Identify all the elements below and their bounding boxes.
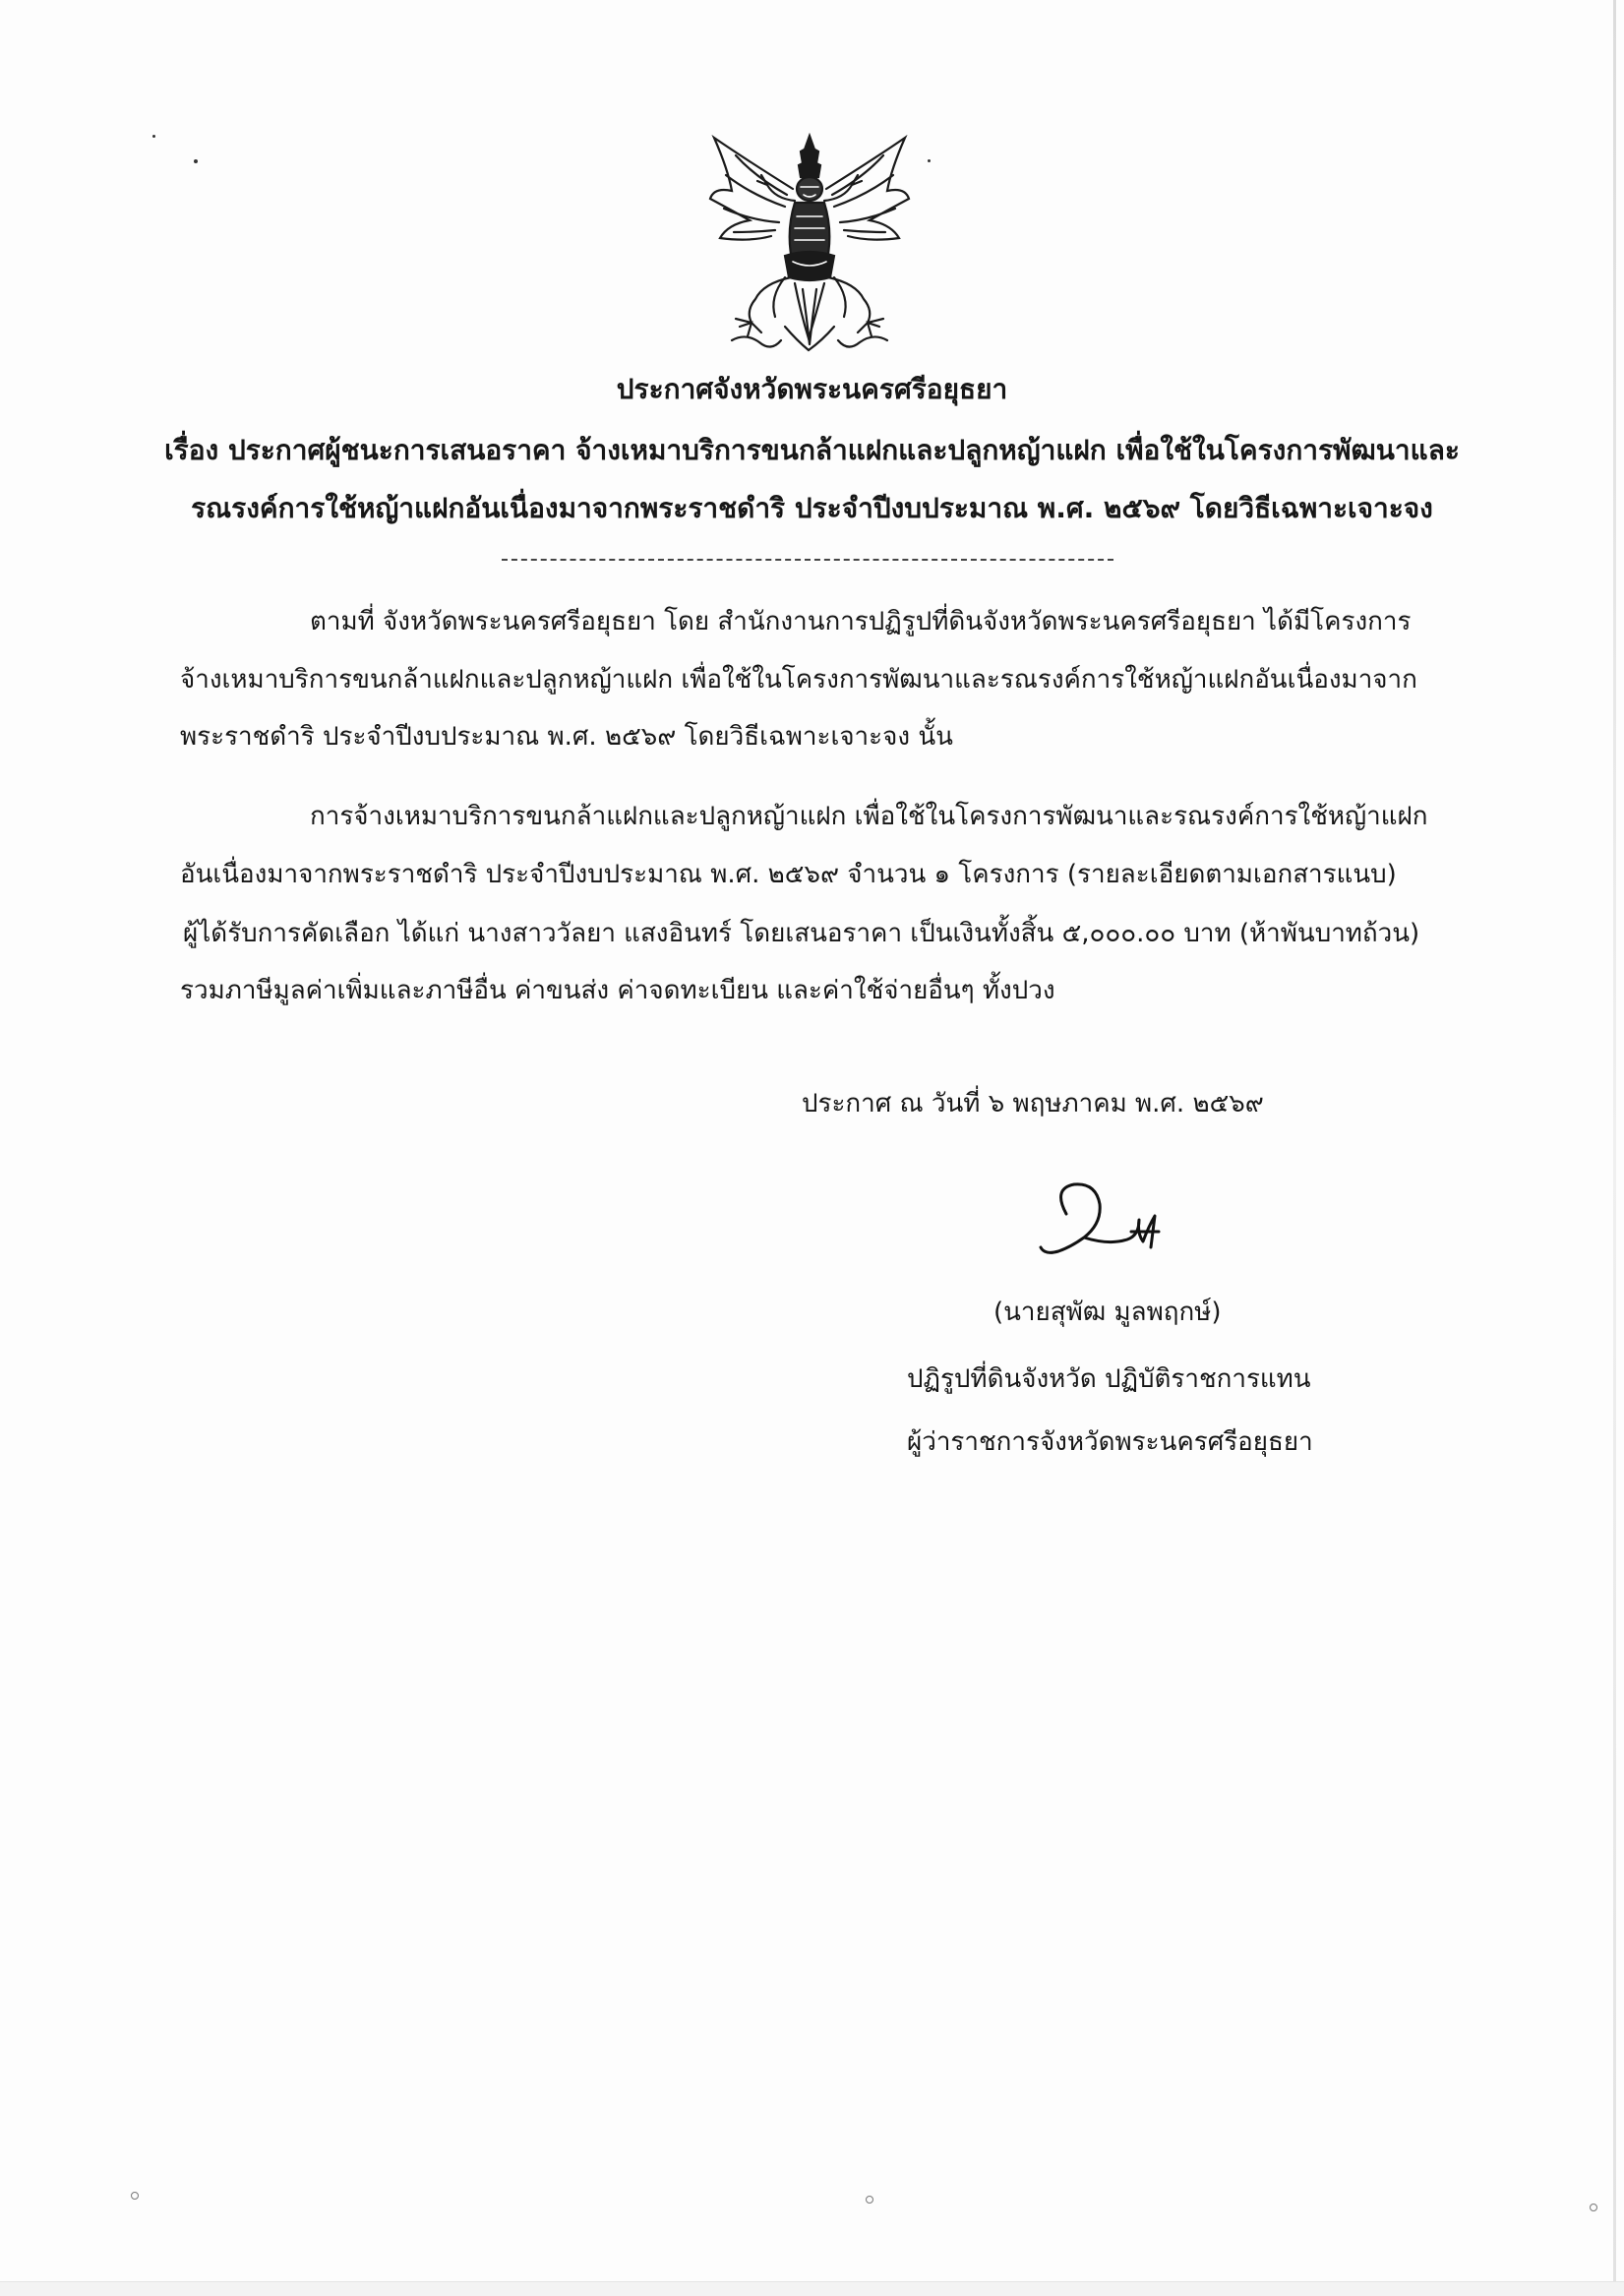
handwritten-signature-icon [1033, 1180, 1190, 1274]
paragraph-2-line-4: รวมภาษีมูลค่าเพิ่มและภาษีอื่น ค่าขนส่ง ค่าจดทะเบียน และค่าใช้จ่ายอื่นๆ ทั้งปวง [180, 976, 1055, 1005]
paragraph-1-line-1: ตามที่ จังหวัดพระนครศรีอยุธยา โดย สำนักงานการปฏิรูปที่ดินจังหวัดพระนครศรีอยุธยา ได้มีโครงการ [310, 607, 1412, 636]
subject-line-2: รณรงค์การใช้หญ้าแฝกอันเนื่องมาจากพระราชดำริ ประจำปีงบประมาณ พ.ศ. ๒๕๖๙ โดยวิธีเฉพาะเจาะจง [191, 492, 1433, 524]
announcement-title: ประกาศจังหวัดพระนครศรีอยุธยา [616, 373, 1008, 405]
paragraph-2-line-2: อันเนื่องมาจากพระราชดำริ ประจำปีงบประมาณ พ.ศ. ๒๕๖๙ จำนวน ๑ โครงการ (รายละเอียดตามเอกสารแนบ) [180, 860, 1397, 889]
announcement-date: ประกาศ ณ วันที่ ๖ พฤษภาคม พ.ศ. ๒๕๖๙ [802, 1089, 1264, 1118]
heading-divider [502, 559, 1113, 561]
subject-line-1: เรื่อง ประกาศผู้ชนะการเสนอราคา จ้างเหมาบริการขนกล้าแฝกและปลูกหญ้าแฝก เพื่อใช้ในโครงการพัฒนาและ [164, 434, 1460, 466]
signatory-position-line-2: ผู้ว่าราชการจังหวัดพระนครศรีอยุธยา [907, 1427, 1313, 1457]
scan-speck [152, 135, 155, 138]
scan-speck [866, 2196, 873, 2204]
scan-speck [928, 159, 931, 162]
scan-edge-bottom [0, 2281, 1624, 2296]
signatory-name: (นายสุพัฒ มูลพฤกษ์) [993, 1298, 1222, 1327]
garuda-emblem-icon [706, 130, 913, 358]
paragraph-1-line-3: พระราชดำริ ประจำปีงบประมาณ พ.ศ. ๒๕๖๙ โดยวิธีเฉพาะเจาะจง นั้น [180, 722, 953, 752]
paragraph-2-line-3: ผู้ได้รับการคัดเลือก ได้แก่ นางสาววัลยา แสงอินทร์ โดยเสนอราคา เป็นเงินทั้งสิ้น ๕,๐๐๐.๐๐ บาท (ห้าพันบาทถ้วน) [183, 919, 1420, 948]
paragraph-1-line-2: จ้างเหมาบริการขนกล้าแฝกและปลูกหญ้าแฝก เพื่อใช้ในโครงการพัฒนาและรณรงค์การใช้หญ้าแฝกอันเนื่องมาจาก [180, 665, 1417, 695]
scan-speck [131, 2192, 139, 2200]
signatory-position-line-1: ปฏิรูปที่ดินจังหวัด ปฏิบัติราชการแทน [907, 1364, 1311, 1394]
scan-speck [1590, 2204, 1597, 2211]
scan-speck [194, 159, 198, 163]
paragraph-2-line-1: การจ้างเหมาบริการขนกล้าแฝกและปลูกหญ้าแฝก เพื่อใช้ในโครงการพัฒนาและรณรงค์การใช้หญ้าแฝก [310, 802, 1428, 831]
scan-edge-right [1613, 0, 1616, 2296]
